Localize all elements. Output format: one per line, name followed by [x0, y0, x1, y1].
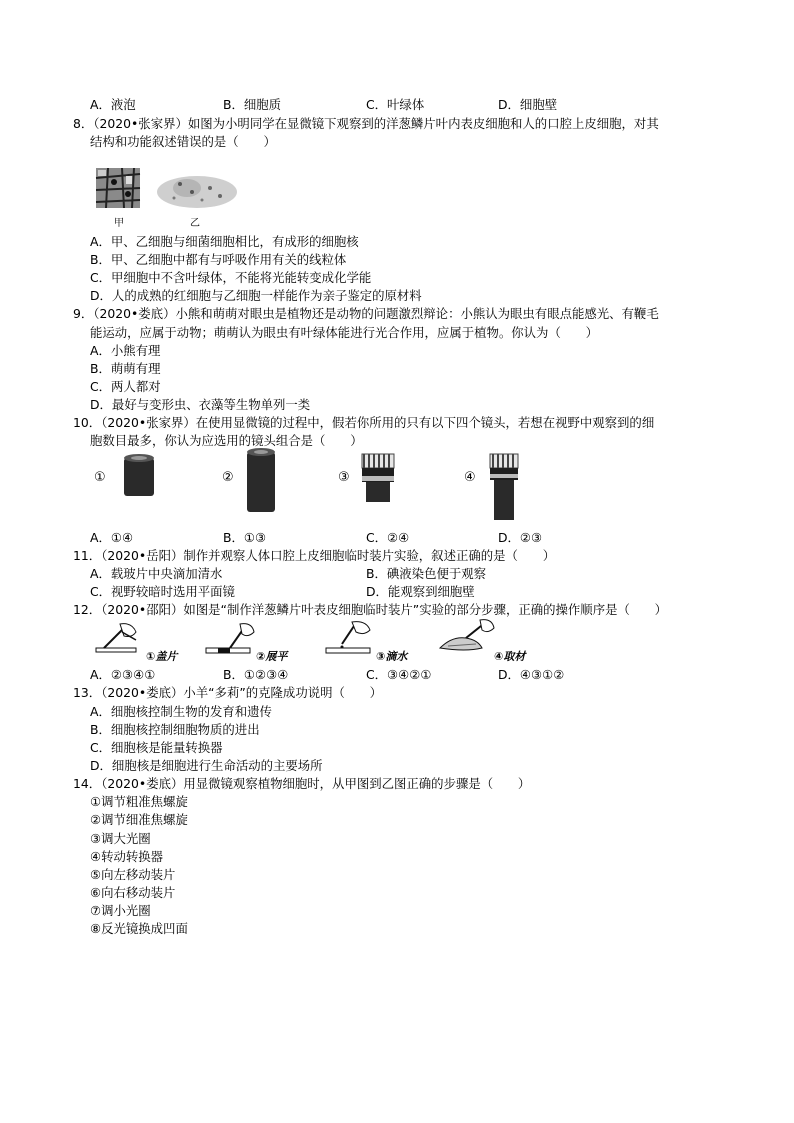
lens-label-4: ④ — [464, 470, 476, 485]
q14-item-6: ⑥向右移动装片 — [90, 885, 176, 900]
q12-option-c[interactable]: C．③④②① — [366, 667, 432, 682]
q8-figure-label-b: 乙 — [190, 218, 200, 229]
step-3-label: ③滴水 — [376, 650, 408, 663]
q7-option-b[interactable]: B．细胞质 — [223, 97, 282, 112]
q8-figure-label-a: 甲 — [114, 218, 124, 229]
q10-option-a[interactable]: A．①④ — [90, 530, 134, 545]
q14-item-2: ②调节细准焦螺旋 — [90, 812, 188, 827]
short-objective-3-image — [356, 452, 400, 506]
q8-option-b[interactable]: B．甲、乙细胞中都有与呼吸作用有关的线粒体 — [90, 252, 347, 267]
step-cover-slip-image — [92, 620, 152, 658]
q8-stem-line2: 结构和功能叙述错误的是（ ） — [90, 134, 276, 149]
q11-stem: 11．（2020•岳阳）制作并观察人体口腔上皮细胞临时装片实验，叙述正确的是（ ） — [73, 548, 556, 563]
step-flatten-image — [204, 620, 260, 658]
q10-option-b[interactable]: B．①③ — [223, 530, 267, 545]
short-lens-1-image — [118, 452, 160, 500]
q7-option-d[interactable]: D．细胞壁 — [498, 97, 558, 112]
q14-item-1: ①调节粗准焦螺旋 — [90, 794, 188, 809]
long-lens-2-image — [242, 446, 280, 516]
q14-stem: 14．（2020•娄底）用显微镜观察植物细胞时，从甲图到乙图正确的步骤是（ ） — [73, 776, 531, 791]
q13-option-d[interactable]: D．细胞核是细胞进行生命活动的主要场所 — [90, 758, 323, 773]
step-4-label: ④取材 — [494, 650, 526, 663]
q13-stem: 13．（2020•娄底）小羊“多莉”的克隆成功说明（ ） — [73, 685, 383, 700]
q8-option-a[interactable]: A．甲、乙细胞与细菌细胞相比，有成形的细胞核 — [90, 234, 359, 249]
q10-stem-line1: 10．（2020•张家界）在使用显微镜的过程中，假若你所用的只有以下四个镜头，若想在视野中观察到的细 — [73, 415, 655, 430]
lens-label-2: ② — [222, 470, 234, 485]
lens-label-1: ① — [94, 470, 106, 485]
q11-option-c[interactable]: C．视野较暗时选用平面镜 — [90, 584, 235, 599]
q9-option-d[interactable]: D．最好与变形虫、衣藻等生物单列一类 — [90, 397, 311, 412]
q10-option-c[interactable]: C．②④ — [366, 530, 410, 545]
q8-option-d[interactable]: D．人的成熟的红细胞与乙细胞一样能作为亲子鉴定的原材料 — [90, 288, 422, 303]
step-1-label: ①盖片 — [146, 650, 178, 663]
q13-option-a[interactable]: A．细胞核控制生物的发育和遗传 — [90, 704, 272, 719]
q11-option-b[interactable]: B．碘液染色便于观察 — [366, 566, 487, 581]
q10-option-d[interactable]: D．②③ — [498, 530, 543, 545]
q14-item-8: ⑧反光镜换成凹面 — [90, 921, 188, 936]
q7-option-c[interactable]: C．叶绿体 — [366, 97, 425, 112]
q14-item-3: ③调大光圈 — [90, 831, 151, 846]
q13-option-b[interactable]: B．细胞核控制细胞物质的进出 — [90, 722, 260, 737]
step-take-sample-image — [436, 618, 496, 658]
cheek-cell-image — [157, 176, 237, 208]
q8-stem-line1: 8．（2020•张家界）如图为小明同学在显微镜下观察到的洋葱鳞片叶内表皮细胞和人的口腔上皮细胞，对其 — [73, 116, 659, 131]
q9-option-b[interactable]: B．萌萌有理 — [90, 361, 161, 376]
q10-stem-line2: 胞数目最多，你认为应选用的镜头组合是（ ） — [90, 433, 363, 448]
step-water-drop-image — [324, 620, 380, 658]
q14-item-7: ⑦调小光圈 — [90, 903, 151, 918]
lens-label-3: ③ — [338, 470, 350, 485]
q12-stem: 12．（2020•邵阳）如图是“制作洋葱鳞片叶表皮细胞临时装片”实验的部分步骤，正确的操作顺序是（ ） — [73, 602, 668, 617]
q12-option-a[interactable]: A．②③④① — [90, 667, 156, 682]
step-2-label: ②展平 — [256, 650, 288, 663]
q12-option-d[interactable]: D．④③①② — [498, 667, 565, 682]
q14-item-4: ④转动转换器 — [90, 849, 164, 864]
q9-option-c[interactable]: C．两人都对 — [90, 379, 161, 394]
q12-option-b[interactable]: B．①②③④ — [223, 667, 289, 682]
q11-option-a[interactable]: A．载玻片中央滴加清水 — [90, 566, 223, 581]
q11-option-d[interactable]: D．能观察到细胞壁 — [366, 584, 475, 599]
q9-stem-line2: 能运动，应属于动物；萌萌认为眼虫有叶绿体能进行光合作用，应属于植物。你认为（ ） — [90, 325, 599, 340]
onion-cell-image — [96, 168, 140, 208]
q13-option-c[interactable]: C．细胞核是能量转换器 — [90, 740, 223, 755]
q7-option-a[interactable]: A．液泡 — [90, 97, 136, 112]
long-objective-4-image — [486, 452, 522, 522]
q8-option-c[interactable]: C．甲细胞中不含叶绿体，不能将光能转变成化学能 — [90, 270, 372, 285]
q9-option-a[interactable]: A．小熊有理 — [90, 343, 161, 358]
q9-stem-line1: 9．（2020•娄底）小熊和萌萌对眼虫是植物还是动物的问题激烈辩论：小熊认为眼虫有眼点能感光、有鞭毛 — [73, 306, 659, 321]
q14-item-5: ⑤向左移动装片 — [90, 867, 176, 882]
